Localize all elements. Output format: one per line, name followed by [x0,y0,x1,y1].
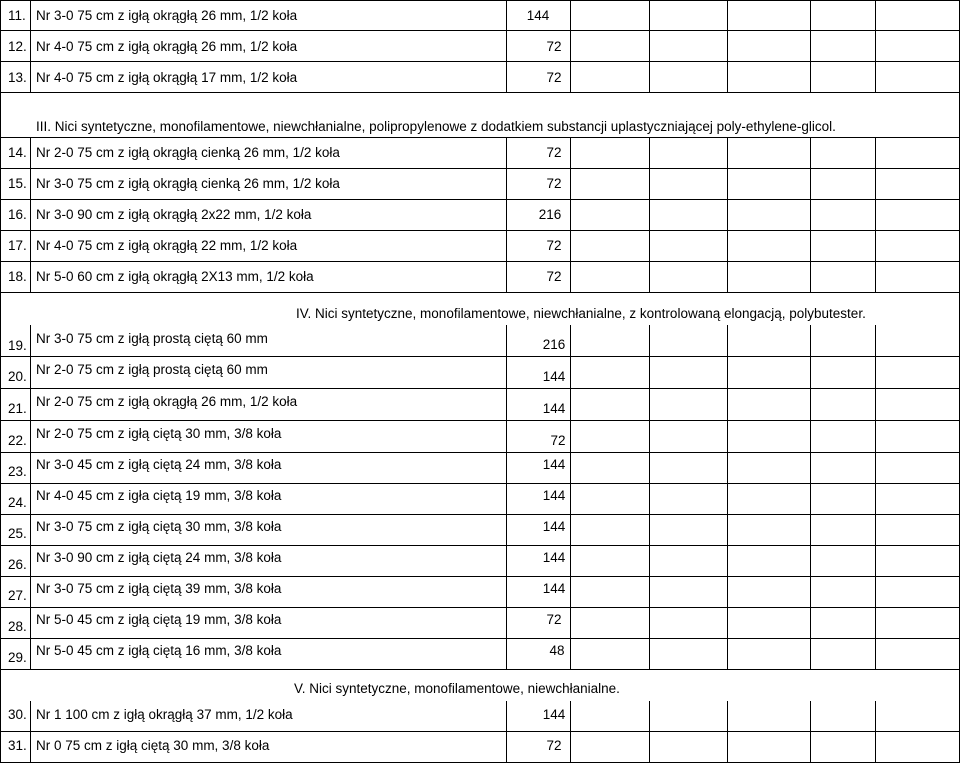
item-quantity: 72 [550,433,566,448]
table-row [0,421,960,453]
item-number: 27. [8,588,27,603]
item-quantity: 144 [542,550,566,565]
item-number: 22. [8,433,27,448]
item-description: Nr 1 100 cm z igłą okrągłą 37 mm, 1/2 koła [36,707,293,722]
item-number: 28. [8,619,27,634]
item-description: Nr 2-0 75 cm z igłą okrągłą 26 mm, 1/2 koła [36,394,298,409]
section-heading-row [0,670,960,701]
table-row [0,325,960,357]
item-number: 25. [8,526,27,541]
item-number: 16. [8,207,27,222]
item-description: Nr 3-0 45 cm z igłą ciętą 24 mm, 3/8 koła [36,457,282,472]
table-row [0,701,960,732]
table-row [0,639,960,670]
item-description: Nr 3-0 75 cm z igłą ciętą 39 mm, 3/8 koła [36,581,282,596]
item-quantity: 144 [542,581,566,596]
table-row [0,577,960,608]
table-row [0,62,960,93]
item-number: 29. [8,650,27,665]
table-row [0,262,960,293]
item-quantity: 144 [542,457,566,472]
item-description: Nr 0 75 cm z igłą ciętą 30 mm, 3/8 koła [36,738,270,753]
table-row [0,200,960,231]
table-row [0,732,960,763]
item-number: 20. [8,369,27,384]
item-quantity: 72 [546,612,562,627]
item-quantity: 216 [538,207,562,222]
item-quantity: 72 [546,39,562,54]
item-quantity: 216 [542,337,566,352]
table-row [0,231,960,262]
item-quantity: 72 [546,145,562,160]
item-description: Nr 3-0 90 cm z igłą ciętą 24 mm, 3/8 koła [36,550,282,565]
table-row [0,169,960,200]
item-description: Nr 2-0 75 cm z igłą ciętą 30 mm, 3/8 koła [36,426,282,441]
table-row [0,515,960,546]
item-description: Nr 5-0 45 cm z igłą ciętą 16 mm, 3/8 koła [36,643,282,658]
item-description: Nr 5-0 45 cm z igłą ciętą 19 mm, 3/8 koła [36,612,282,627]
item-quantity: 72 [546,738,562,753]
section-heading: III. Nici syntetyczne, monofilamentowe, niewchłanialne, polipropylenowe z dodatkiem substancji uplastyczniającej poly-ethylene-glicol. [36,119,836,134]
section-heading-row [0,293,960,325]
item-number: 11. [8,8,26,23]
item-number: 23. [8,464,27,479]
item-description: Nr 3-0 75 cm z igłą ciętą 30 mm, 3/8 koła [36,519,282,534]
item-description: Nr 3-0 90 cm z igłą okrągłą 2x22 mm, 1/2 koła [36,207,312,222]
table-row [0,357,960,389]
item-number: 31. [8,738,27,753]
table-row [0,0,960,31]
table-row [0,608,960,639]
item-quantity: 144 [542,707,566,722]
item-number: 24. [8,495,27,510]
item-number: 12. [8,39,27,54]
item-quantity: 72 [546,176,562,191]
item-description: Nr 4-0 75 cm z igłą okrągłą 22 mm, 1/2 koła [36,238,298,253]
section-heading-row [0,93,960,138]
item-number: 17. [8,238,27,253]
table-row [0,31,960,62]
item-description: Nr 5-0 60 cm z igłą okrągłą 2X13 mm, 1/2 koła [36,269,314,284]
item-number: 18. [8,269,27,284]
item-number: 15. [8,176,27,191]
item-number: 13. [8,70,27,85]
item-quantity: 144 [542,369,566,384]
item-quantity: 144 [542,519,566,534]
table-row [0,484,960,515]
item-description: Nr 3-0 75 cm z igłą prostą ciętą 60 mm [36,331,268,346]
item-number: 21. [8,401,27,416]
section-heading: V. Nici syntetyczne, monofilamentowe, niewchłanialne. [294,681,620,696]
item-description: Nr 3-0 75 cm z igłą okrągłą cienką 26 mm, 1/2 koła [36,176,340,191]
item-quantity: 72 [546,269,562,284]
item-quantity: 144 [542,401,566,416]
item-quantity: 144 [542,488,566,503]
section-heading: IV. Nici syntetyczne, monofilamentowe, niewchłanialne, z kontrolowaną elongacją, polybutester. [296,306,866,321]
item-description: Nr 4-0 45 cm z igła ciętą 19 mm, 3/8 koła [36,488,282,503]
item-number: 26. [8,557,27,572]
table-row [0,453,960,484]
item-quantity: 72 [546,238,562,253]
item-description: Nr 3-0 75 cm z igłą okrągłą 26 mm, 1/2 koła [36,8,298,23]
item-quantity: 48 [549,643,565,658]
item-quantity: 144 [526,8,550,23]
item-number: 19. [8,338,27,353]
table-row [0,546,960,577]
item-number: 14. [8,145,27,160]
table-row [0,138,960,169]
item-description: Nr 2-0 75 cm z igłą prostą ciętą 60 mm [36,362,268,377]
item-quantity: 72 [546,70,562,85]
item-description: Nr 2-0 75 cm z igłą okrągłą cienką 26 mm, 1/2 koła [36,145,340,160]
table-row [0,389,960,421]
item-description: Nr 4-0 75 cm z igłą okrągłą 26 mm, 1/2 koła [36,39,298,54]
item-description: Nr 4-0 75 cm z igłą okrągłą 17 mm, 1/2 koła [36,70,298,85]
item-number: 30. [8,707,27,722]
